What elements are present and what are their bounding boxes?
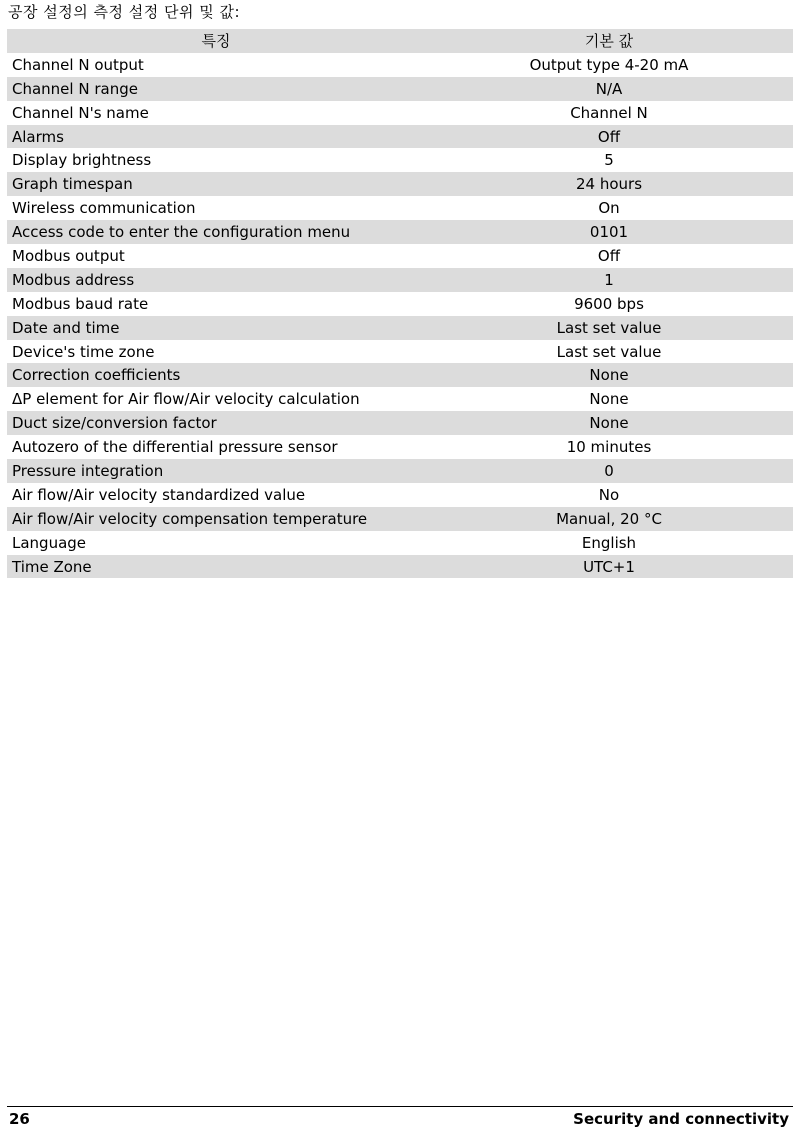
table-row: [7, 555, 793, 579]
footer-divider: [7, 1106, 793, 1107]
feature-cell: Channel N range: [12, 79, 138, 98]
section-title: Security and connectivity: [573, 1110, 789, 1128]
table-row: [7, 172, 793, 196]
table-row: [7, 316, 793, 340]
feature-cell: Time Zone: [12, 557, 92, 576]
table-row: [7, 77, 793, 101]
table-header: [7, 29, 793, 53]
default-value-cell: 24 hours: [575, 175, 643, 194]
default-value-cell: None: [589, 366, 629, 385]
table-row: [7, 292, 793, 316]
table-row: [7, 101, 793, 125]
table-row: [7, 268, 793, 292]
feature-cell: Wireless communication: [12, 199, 196, 218]
default-value-cell: 1: [604, 270, 614, 289]
default-value-cell: English: [581, 533, 637, 552]
feature-cell: ΔP element for Air flow/Air velocity calculation: [12, 390, 360, 409]
feature-cell: Display brightness: [12, 151, 152, 170]
default-value-cell: Last set value: [556, 318, 662, 337]
default-value-cell: UTC+1: [583, 557, 635, 576]
default-value-cell: 0101: [589, 223, 629, 242]
table-row: [7, 459, 793, 483]
default-value-cell: No: [598, 485, 620, 504]
feature-cell: Language: [12, 533, 87, 552]
feature-cell: Channel N's name: [12, 103, 149, 122]
feature-cell: Modbus address: [12, 270, 135, 289]
default-value-cell: Channel N: [570, 103, 648, 122]
default-value-cell: 0: [604, 461, 614, 480]
header-default-value: 기본 값: [584, 32, 634, 51]
default-value-cell: Output type 4-20 mA: [529, 55, 689, 74]
feature-cell: Air flow/Air velocity standardized value: [12, 485, 306, 504]
table-row: [7, 435, 793, 459]
default-value-cell: 10 minutes: [566, 438, 652, 457]
feature-cell: Device's time zone: [12, 342, 155, 361]
default-value-cell: None: [589, 390, 629, 409]
table-row: [7, 507, 793, 531]
feature-cell: Pressure integration: [12, 461, 164, 480]
header-feature: 특징: [201, 32, 231, 51]
feature-cell: Modbus baud rate: [12, 294, 149, 313]
default-value-cell: Manual, 20 °C: [556, 509, 662, 528]
default-value-cell: 5: [604, 151, 614, 170]
feature-cell: Correction coefficients: [12, 366, 181, 385]
default-value-cell: None: [589, 414, 629, 433]
table-row: [7, 53, 793, 77]
feature-cell: Modbus output: [12, 246, 125, 265]
default-value-cell: Last set value: [556, 342, 662, 361]
feature-cell: Channel N output: [12, 55, 144, 74]
feature-cell: Date and time: [12, 318, 120, 337]
feature-cell: Access code to enter the configuration menu: [12, 223, 351, 242]
feature-cell: Alarms: [12, 127, 64, 146]
table-row: [7, 411, 793, 435]
table-row: [7, 148, 793, 172]
default-value-cell: Off: [597, 246, 621, 265]
table-row: [7, 340, 793, 364]
table-row: [7, 196, 793, 220]
feature-cell: Duct size/conversion factor: [12, 414, 217, 433]
table-row: [7, 483, 793, 507]
page-number: 26: [9, 1110, 30, 1128]
feature-cell: Autozero of the differential pressure sensor: [12, 438, 338, 457]
feature-cell: Graph timespan: [12, 175, 133, 194]
feature-cell: Air flow/Air velocity compensation temperature: [12, 509, 368, 528]
default-value-cell: 9600 bps: [574, 294, 644, 313]
table-row: [7, 387, 793, 411]
intro-text: 공장 설정의 측정 설정 단위 및 값:: [8, 3, 241, 21]
table-row: [7, 220, 793, 244]
default-value-cell: Off: [597, 127, 621, 146]
table-row: [7, 531, 793, 555]
table-row: [7, 125, 793, 149]
default-value-cell: On: [598, 199, 620, 218]
default-value-cell: N/A: [595, 79, 623, 98]
table-row: [7, 244, 793, 268]
table-row: [7, 363, 793, 387]
factory-settings-table: [7, 29, 793, 578]
